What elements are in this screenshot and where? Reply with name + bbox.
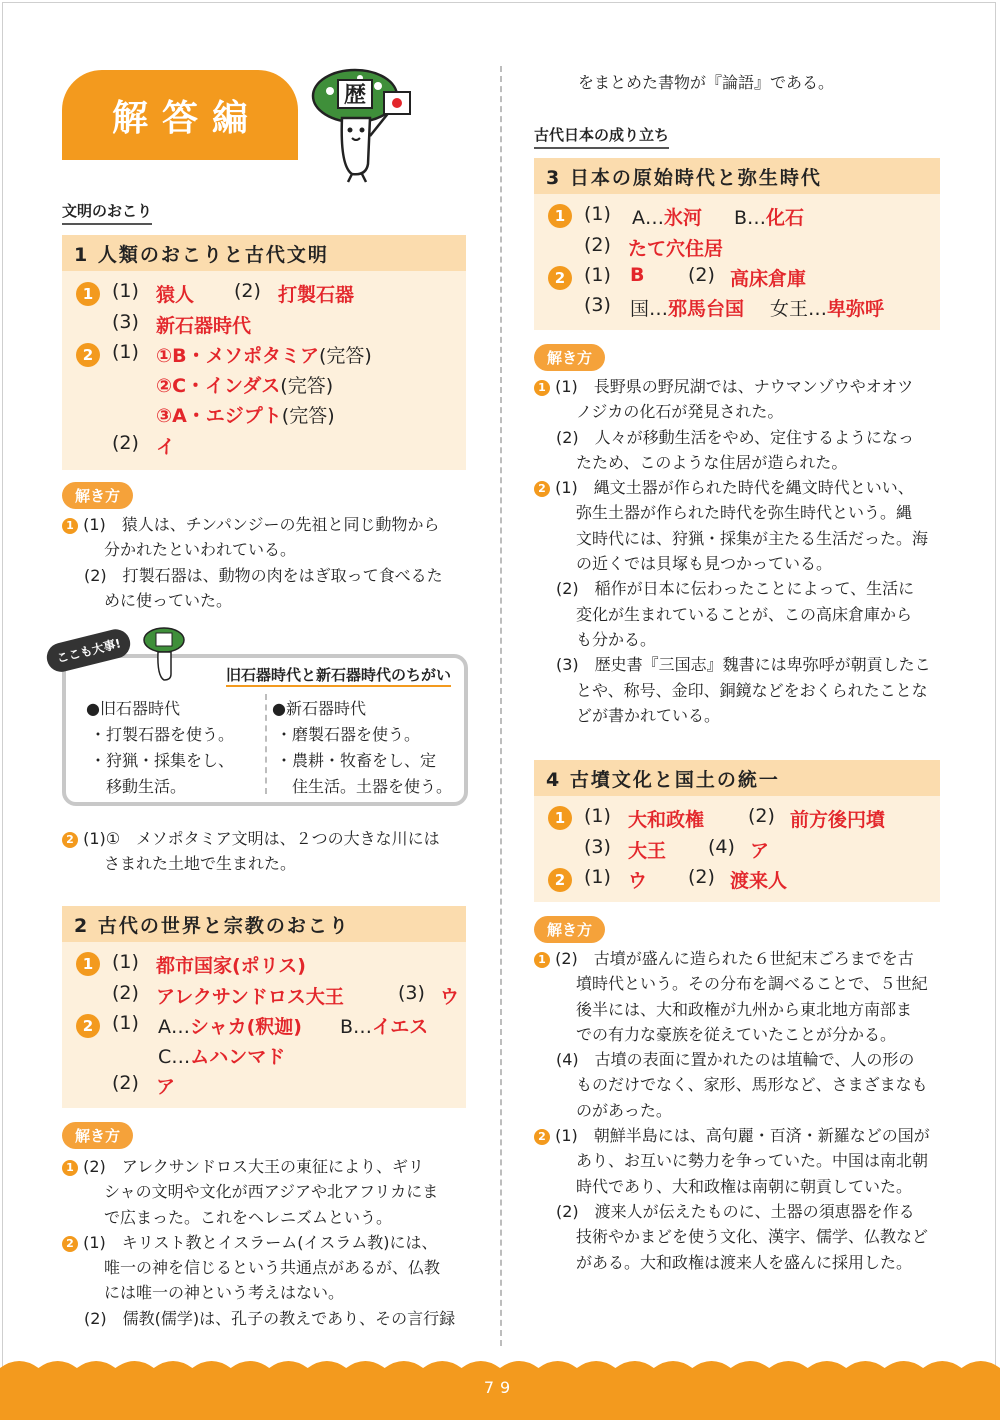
- answer: イエス: [372, 1016, 429, 1038]
- answer: イ: [156, 436, 176, 458]
- question-number: 1: [76, 282, 100, 306]
- explanation: 1 (1) 猿人は、チンパンジーの先祖と同じ動物から 分かれたといわれている。 (2) 打製石器は、動物の肉をはぎ取って食べるた めに使っていた。: [62, 512, 443, 613]
- answer-prefix: (1): [112, 341, 139, 363]
- explanation: 1 (2) 古墳が盛んに造られた６世紀末ごろまでを古 墳時代という。その分布を調べることで、５世紀 後半には、大和政権が九州から東北地方南部ま での有力な豪族を従えていたことが分かる。 (4) 古墳の表面に置かれたのは埴輪で、人の形の ものだけでなく、家形、馬形など、さまざまなも のがあった。 2 (1) 朝鮮半島には、高句麗・百済・新羅などの国が あり、お互いに勢力を争っていた。中国は南北朝 時代であり、大和政権は南朝に朝貢していた。 (2) 渡来人が伝えたものに、土器の須恵器を作る 技術やかまどを使う文化、漢字、儒学、仏教など がある。大和政権は渡来人を盛んに採用した。: [534, 946, 930, 1275]
- question-number: 2: [76, 1014, 100, 1038]
- question-number: 1: [76, 952, 100, 976]
- answer: 氷河: [664, 207, 703, 229]
- hint-tag: 解き方: [62, 1122, 133, 1149]
- answer-prefix: (1): [112, 1012, 139, 1034]
- answer-prefix: (1): [112, 280, 139, 302]
- answer: 大和政権: [628, 809, 705, 831]
- answer: シャカ(釈迦): [190, 1016, 302, 1038]
- answer: 化石: [766, 207, 805, 229]
- answer: アレクサンドロス大王: [156, 986, 344, 1008]
- answer: 都市国家(ポリス): [156, 955, 306, 977]
- key-col-2-heading: ●新石器時代: [272, 699, 366, 718]
- key-col-1-item: ・打製石器を使う。: [90, 725, 235, 744]
- answer-note: (完答): [280, 375, 334, 397]
- page-title: 解答編: [62, 70, 298, 160]
- answer-section-1: [62, 235, 466, 470]
- question-number: 2: [548, 868, 572, 892]
- answer: 猿人: [156, 284, 195, 306]
- answer: 渡来人: [730, 870, 788, 892]
- question-number: 2: [76, 343, 100, 367]
- answer: 打製石器: [278, 284, 355, 306]
- question-number: 1: [548, 806, 572, 830]
- mascot-sign: 歴: [343, 83, 367, 108]
- answer: 新石器時代: [156, 315, 252, 337]
- key-col-2-item: ・磨製石器を使う。: [276, 725, 421, 744]
- page-number: 79: [483, 1378, 517, 1397]
- key-col-1-item: ・狩猟・採集をし、: [90, 751, 235, 770]
- marker-icon: 2: [62, 832, 78, 848]
- answer: たて穴住居: [628, 238, 724, 260]
- answer: 前方後円墳: [790, 809, 886, 831]
- hint-tag: 解き方: [62, 482, 133, 509]
- section-heading: 1 人類のおこりと古代文明: [62, 235, 466, 271]
- question-number: 1: [548, 204, 572, 228]
- key-col-2-item: 住生活。土器を使う。: [276, 777, 453, 796]
- answer-prefix: (2): [234, 280, 261, 302]
- answer-prefix: (3): [112, 311, 139, 333]
- answer: ①B・メソポタミア: [156, 345, 319, 367]
- answer: 大王: [628, 840, 667, 862]
- answer-prefix: (2): [112, 432, 139, 454]
- answer-prefix: (3): [398, 982, 425, 1004]
- explanation: 1 (1) 長野県の野尻湖では、ナウマンゾウやオオツ ノジカの化石が発見された。 (2) 人々が移動生活をやめ、定住するようになっ たため、このような住居が造られた。 2 (1) 縄文土器が作られた時代を縄文時代といい、 弥生土器が作られた時代を弥生時代という。縄 文時代には、狩猟・採集が主たる生活だった。海 の近くでは貝塚も見つかっている。 (2) 稲作が日本に伝わったことによって、生活に 変化が生まれていることが、この高床倉庫から も分かる。 (3) 歴史書『三国志』魏書には卑弥呼が朝貢したこ とや、称号、金印、銅鏡などをおくられたことな どが書かれている。: [534, 374, 931, 728]
- continued-text: をまとめた書物が『論語』である。: [578, 73, 835, 92]
- answer: ムハンマド: [190, 1046, 286, 1068]
- answer-note: (完答): [319, 345, 372, 367]
- answer-prefix: (2): [112, 1072, 139, 1094]
- answer: 卑弥呼: [827, 298, 885, 320]
- answer: ア: [156, 1076, 176, 1098]
- topic-label: 文明のおこり: [62, 200, 152, 225]
- explanation: 1 (2) アレクサンドロス大王の東征により、ギリ シャの文明や文化が西アジアや北アフリカにま で広まった。これをヘレニズムという。 2 (1) キリスト教とイスラーム(イスラム教)には、 唯一の神を信じるという共通点があるが、仏教 には唯一の神という考えはない。 (2) 儒教(儒学)は、孔子の教えであり、その言行録: [62, 1154, 455, 1331]
- answer: ウ: [628, 870, 648, 892]
- history-mushroom-mascot-icon: [300, 56, 420, 186]
- section-heading: 4 古墳文化と国土の統一: [534, 760, 940, 796]
- explanation: 2 (1)① メソポタミア文明は、２つの大きな川には さまれた土地で生まれた。: [62, 826, 440, 877]
- small-mascot-icon: [140, 624, 190, 684]
- answer-prefix: (1): [112, 951, 139, 973]
- column-divider: [500, 66, 502, 1346]
- hint-tag: 解き方: [534, 344, 605, 371]
- question-number: 2: [548, 266, 572, 290]
- answer: ウ: [440, 986, 460, 1008]
- answer: 邪馬台国: [668, 298, 745, 320]
- section-heading: 2 古代の世界と宗教のおこり: [62, 906, 466, 942]
- key-col-1-item: 移動生活。: [90, 777, 187, 796]
- answer: ②C・インダス: [156, 375, 281, 397]
- key-point-title: 旧石器時代と新石器時代のちがい: [226, 664, 451, 687]
- answer: 高床倉庫: [730, 268, 807, 290]
- answer-section-4: 4 古墳文化と国土の統一 1 (1) 大和政権 (2) 前方後円墳 (3) 大王 (4) ア 2 (1) ウ (2) 渡来人: [534, 760, 940, 902]
- answer: ア: [750, 840, 770, 862]
- answer-prefix: (2): [112, 982, 139, 1004]
- key-col-2-item: ・農耕・牧畜をし、定: [276, 751, 437, 770]
- section-heading: 3 日本の原始時代と弥生時代: [534, 158, 940, 194]
- answer-note: (完答): [281, 405, 335, 427]
- answer-section-2: 2 古代の世界と宗教のおこり 1 (1) 都市国家(ポリス) (2) アレクサンドロス大王 (3) ウ 2 (1) A…シャカ(釈迦) B…イエス C…ムハンマド (2) ア: [62, 906, 466, 1108]
- key-point-divider: [265, 694, 267, 794]
- answer: B: [630, 264, 645, 286]
- marker-icon: 1: [62, 518, 78, 534]
- topic-label: 古代日本の成り立ち: [534, 124, 669, 149]
- answer-section-3: 3 日本の原始時代と弥生時代 1 (1) A…氷河 B…化石 (2) たて穴住居 2 (1) B (2) 高床倉庫 (3) 国…邪馬台国 女王…卑弥呼: [534, 158, 940, 330]
- hint-tag: 解き方: [534, 916, 605, 943]
- answer: ③A・エジプト: [156, 405, 282, 427]
- key-point-badge: ここも大事!: [44, 626, 134, 675]
- key-col-1-heading: ●旧石器時代: [86, 699, 180, 718]
